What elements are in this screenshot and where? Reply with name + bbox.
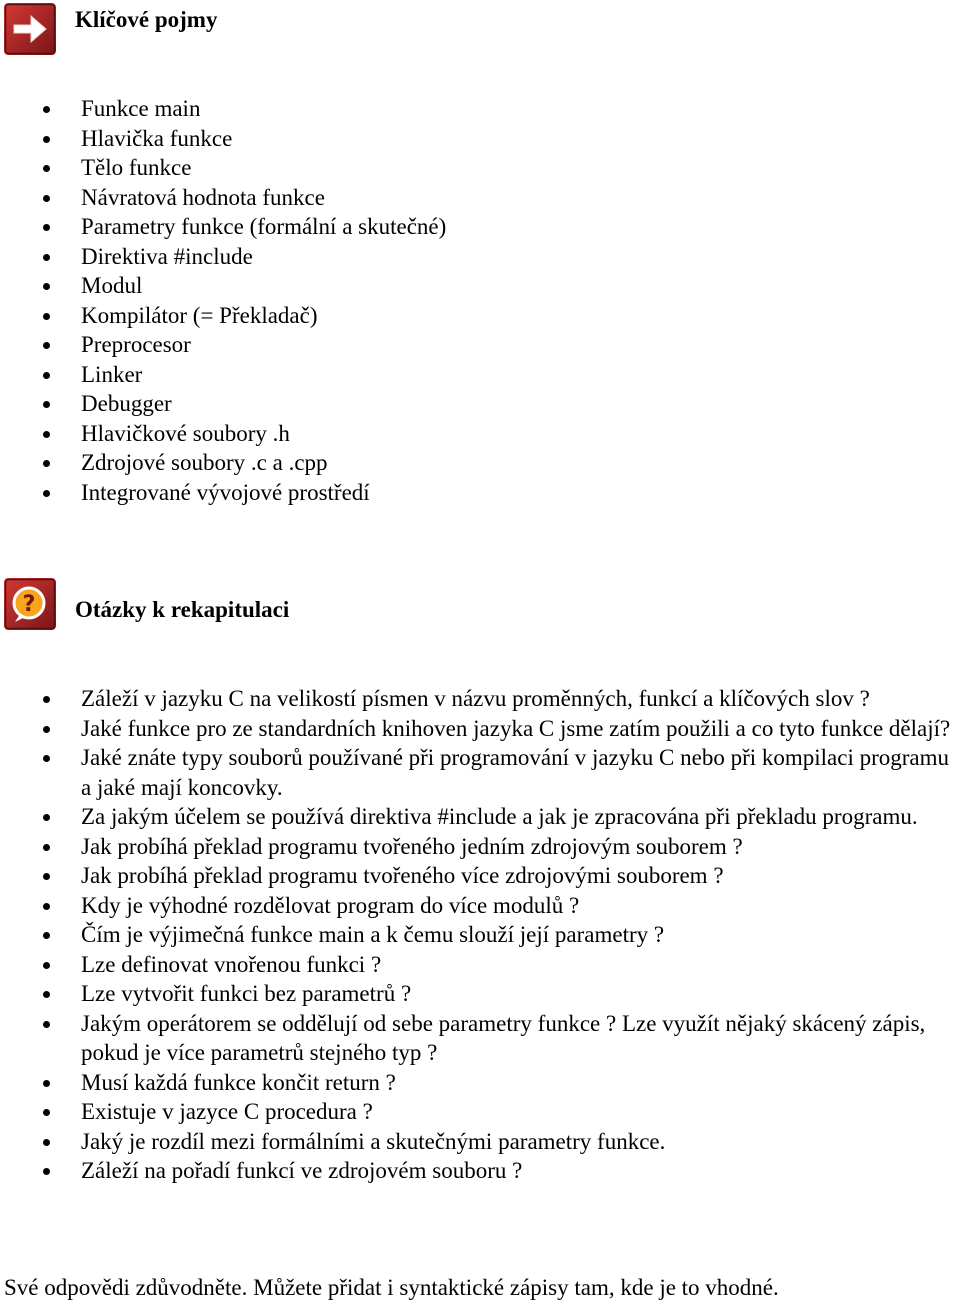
- bullet-icon: [43, 932, 50, 939]
- bullet-icon: [43, 1139, 50, 1146]
- arrow-hand-icon: [4, 3, 56, 55]
- list-item: Záleží v jazyku C na velikostí písmen v názvu proměnných, funkcí a klíčových slov ?: [0, 684, 960, 714]
- list-item: Jak probíhá překlad programu tvořeného jedním zdrojovým souborem ?: [0, 832, 960, 862]
- bullet-icon: [43, 254, 50, 261]
- bullet-icon: [43, 814, 50, 821]
- list-item: Funkce main: [0, 94, 960, 124]
- footer-note: Své odpovědi zdůvodněte. Můžete přidat i syntaktické zápisy tam, kde je to vhodné.: [4, 1275, 779, 1300]
- bullet-icon: [43, 1109, 50, 1116]
- bullet-icon: [43, 844, 50, 851]
- list-item: Za jakým účelem se používá direktiva #include a jak je zpracována při překladu programu.: [0, 802, 960, 832]
- list-item: Debugger: [0, 389, 960, 419]
- list-item: Jaké znáte typy souborů používané při programování v jazyku C nebo při kompilaci programu a jaké mají koncovky.: [0, 743, 960, 802]
- list-item: Jak probíhá překlad programu tvořeného více zdrojovými souborem ?: [0, 861, 960, 891]
- svg-text:?: ?: [22, 592, 36, 617]
- list-item: Parametry funkce (formální a skutečné): [0, 212, 960, 242]
- bullet-icon: [43, 136, 50, 143]
- list-item: Existuje v jazyce C procedura ?: [0, 1097, 960, 1127]
- list-item: Jakým operátorem se oddělují od sebe parametry funkce ? Lze využít nějaký skácený zápis, pokud je více parametrů stejného typ ?: [0, 1009, 960, 1068]
- list-item: Direktiva #include: [0, 242, 960, 272]
- key-terms-list: [0, 94, 960, 507]
- bullet-icon: [43, 401, 50, 408]
- bullet-icon: [43, 991, 50, 998]
- bullet-icon: [43, 696, 50, 703]
- bullet-icon: [43, 431, 50, 438]
- list-item: Kdy je výhodné rozdělovat program do více modulů ?: [0, 891, 960, 921]
- list-item: Zdrojové soubory .c a .cpp: [0, 448, 960, 478]
- questions-title: Otázky k rekapitulaci: [75, 597, 290, 622]
- list-item: Lze definovat vnořenou funkci ?: [0, 950, 960, 980]
- question-mark-icon: [4, 578, 56, 630]
- bullet-icon: [43, 1168, 50, 1175]
- key-terms-title: Klíčové pojmy: [75, 7, 218, 32]
- bullet-icon: [43, 313, 50, 320]
- bullet-icon: [43, 165, 50, 172]
- bullet-icon: [43, 1080, 50, 1087]
- bullet-icon: [43, 755, 50, 762]
- list-item: Lze vytvořit funkci bez parametrů ?: [0, 979, 960, 1009]
- list-item: Návratová hodnota funkce: [0, 183, 960, 213]
- bullet-icon: [43, 962, 50, 969]
- bullet-icon: [43, 283, 50, 290]
- bullet-icon: [43, 224, 50, 231]
- list-item: Jaké funkce pro ze standardních knihoven jazyka C jsme zatím použili a co tyto funkce dělají?: [0, 714, 960, 744]
- questions-list: [0, 684, 960, 1186]
- list-item: Modul: [0, 271, 960, 301]
- bullet-icon: [43, 726, 50, 733]
- list-item: Musí každá funkce končit return ?: [0, 1068, 960, 1098]
- list-item: Tělo funkce: [0, 153, 960, 183]
- list-item: Integrované vývojové prostředí: [0, 478, 960, 508]
- list-item: Hlavička funkce: [0, 124, 960, 154]
- list-item: Preprocesor: [0, 330, 960, 360]
- bullet-icon: [43, 903, 50, 910]
- list-item: Linker: [0, 360, 960, 390]
- bullet-icon: [43, 1021, 50, 1028]
- list-item: Čím je výjimečná funkce main a k čemu slouží její parametry ?: [0, 920, 960, 950]
- list-item: Hlavičkové soubory .h: [0, 419, 960, 449]
- bullet-icon: [43, 460, 50, 467]
- bullet-icon: [43, 106, 50, 113]
- bullet-icon: [43, 490, 50, 497]
- list-item: Jaký je rozdíl mezi formálními a skutečnými parametry funkce.: [0, 1127, 960, 1157]
- bullet-icon: [43, 372, 50, 379]
- bullet-icon: [43, 195, 50, 202]
- list-item: Kompilátor (= Překladač): [0, 301, 960, 331]
- bullet-icon: [43, 342, 50, 349]
- bullet-icon: [43, 873, 50, 880]
- list-item: Záleží na pořadí funkcí ve zdrojovém souboru ?: [0, 1156, 960, 1186]
